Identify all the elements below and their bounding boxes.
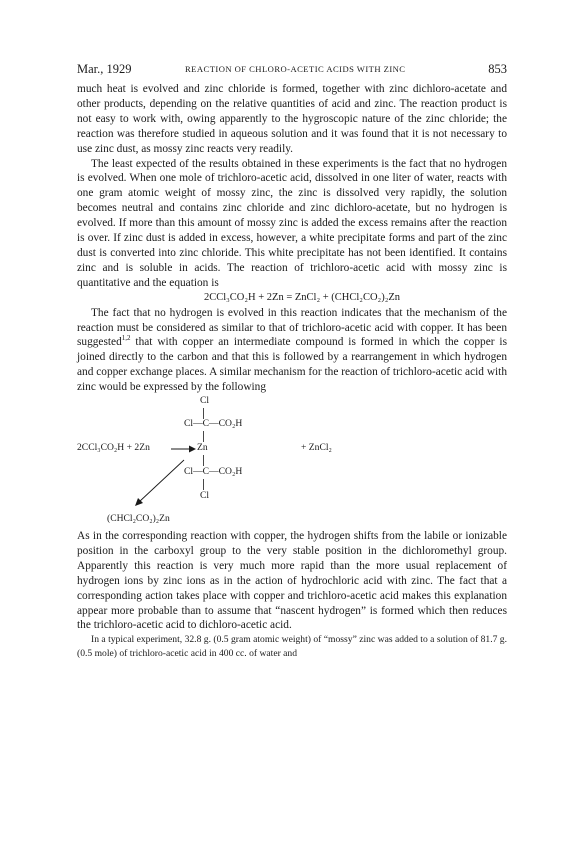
scheme-lower-group: Cl—C—CO₂H: [184, 466, 243, 478]
citation-ref: 1,2: [121, 334, 131, 343]
running-title: REACTION OF CHLORO-ACETIC ACIDS WITH ZINC: [185, 64, 406, 74]
paragraph-3-part-b: that with copper an intermediate compound is formed in which the copper is joined directly to the carbon and that this is followed by a rearrangement in which hydrogen and copper exchange places. A similar mechanism for the reaction of trichloro-acetic acid with zinc would be expressed by the following: [77, 336, 507, 394]
paragraph-3-part-a: The fact that no hydrogen is evolved in this reaction indicates that the mechanism of the reaction must be considered as similar to that of trichloro-acetic acid with copper. It has been suggested: [77, 306, 507, 349]
equation-lhs: 2CCl₃CO₂H + 2Zn: [203, 291, 284, 303]
scheme-reactants: 2CCl₃CO₂H + 2Zn: [77, 442, 150, 454]
scheme-product: (CHCl₂CO₂)₂Zn: [107, 513, 170, 525]
scheme-cl-top: Cl: [200, 395, 210, 407]
scheme-plus-zncl2: + ZnCl₂: [301, 442, 332, 454]
page: [77, 62, 507, 661]
scheme-upper-group: Cl—C—CO₂H: [184, 418, 243, 430]
equation-equals: =: [286, 291, 293, 303]
paragraph-3: [77, 306, 507, 395]
reaction-equation: [77, 291, 507, 306]
arrow-down-line: [139, 460, 184, 502]
arrow-forward-head: [189, 446, 196, 453]
journal-date: Mar., 1929: [77, 62, 132, 76]
scheme-lines: [77, 395, 507, 529]
page-number: 853: [488, 62, 507, 76]
paragraph-2: The least expected of the results obtained in these experiments is the fact that no hydrogen is evolved. When one mole of trichloro-acetic acid, dissolved in one liter of water, reacts with one gram atomic weight of mossy zinc, the zinc is dissolved very rapidly, the solution becomes neutral and contains zinc chloride and zinc dichloro-acetate, but no hydrogen is evolved. If more than this amount of mossy zinc is added the excess remains after the reaction is over. If zinc dust is added in excess, however, a white precipitate forms and part of the zinc dust is converted into zinc chloride. This white precipitate has not been identified. It contains zinc and is soluble in acids. The reaction of trichloro-acetic acid with mossy zinc is quantitative and the equation is: [77, 157, 507, 289]
equation-rhs: ZnCl₂ + (CHCl₂CO₂)₂Zn: [294, 291, 401, 303]
paragraph-1: much heat is evolved and zinc chloride is formed, together with zinc dichloro-acetate and other products, depending on the relative quantities of acid and zinc. The reaction product is not easy to work with, owing apparently to the hygroscopic nature of the zinc chloride; the reaction was therefore studied in aqueous solution and it was found that it is not necessary to use zinc dust, as mossy zinc reacts very readily.: [77, 83, 507, 155]
reaction-scheme: [77, 395, 507, 529]
running-header: [77, 62, 507, 82]
scheme-cl-bottom: Cl: [200, 490, 210, 502]
scheme-zn: Zn: [197, 442, 208, 454]
paragraph-4: As in the corresponding reaction with copper, the hydrogen shifts from the labile or ionizable position in the carboxyl group to the very stable position in the dichloromethyl group. Apparently this reaction is very much more rapid than the more usual replacement of hydrogen ions by zinc ions as in the action of hydrochloric acid with zinc. The fact that a corresponding action takes place with copper and trichloro-acetic acid makes this explanation appear more probable than to assume that “nascent hydrogen” is formed which then reduces the trichloro-acetic acid to dichloro-acetic acid.: [77, 530, 507, 632]
paragraph-5: In a typical experiment, 32.8 g. (0.5 gram atomic weight) of “mossy” zinc was added to a solution of 81.7 g. (0.5 mole) of trichloro-acetic acid in 400 cc. of water and: [77, 634, 507, 659]
